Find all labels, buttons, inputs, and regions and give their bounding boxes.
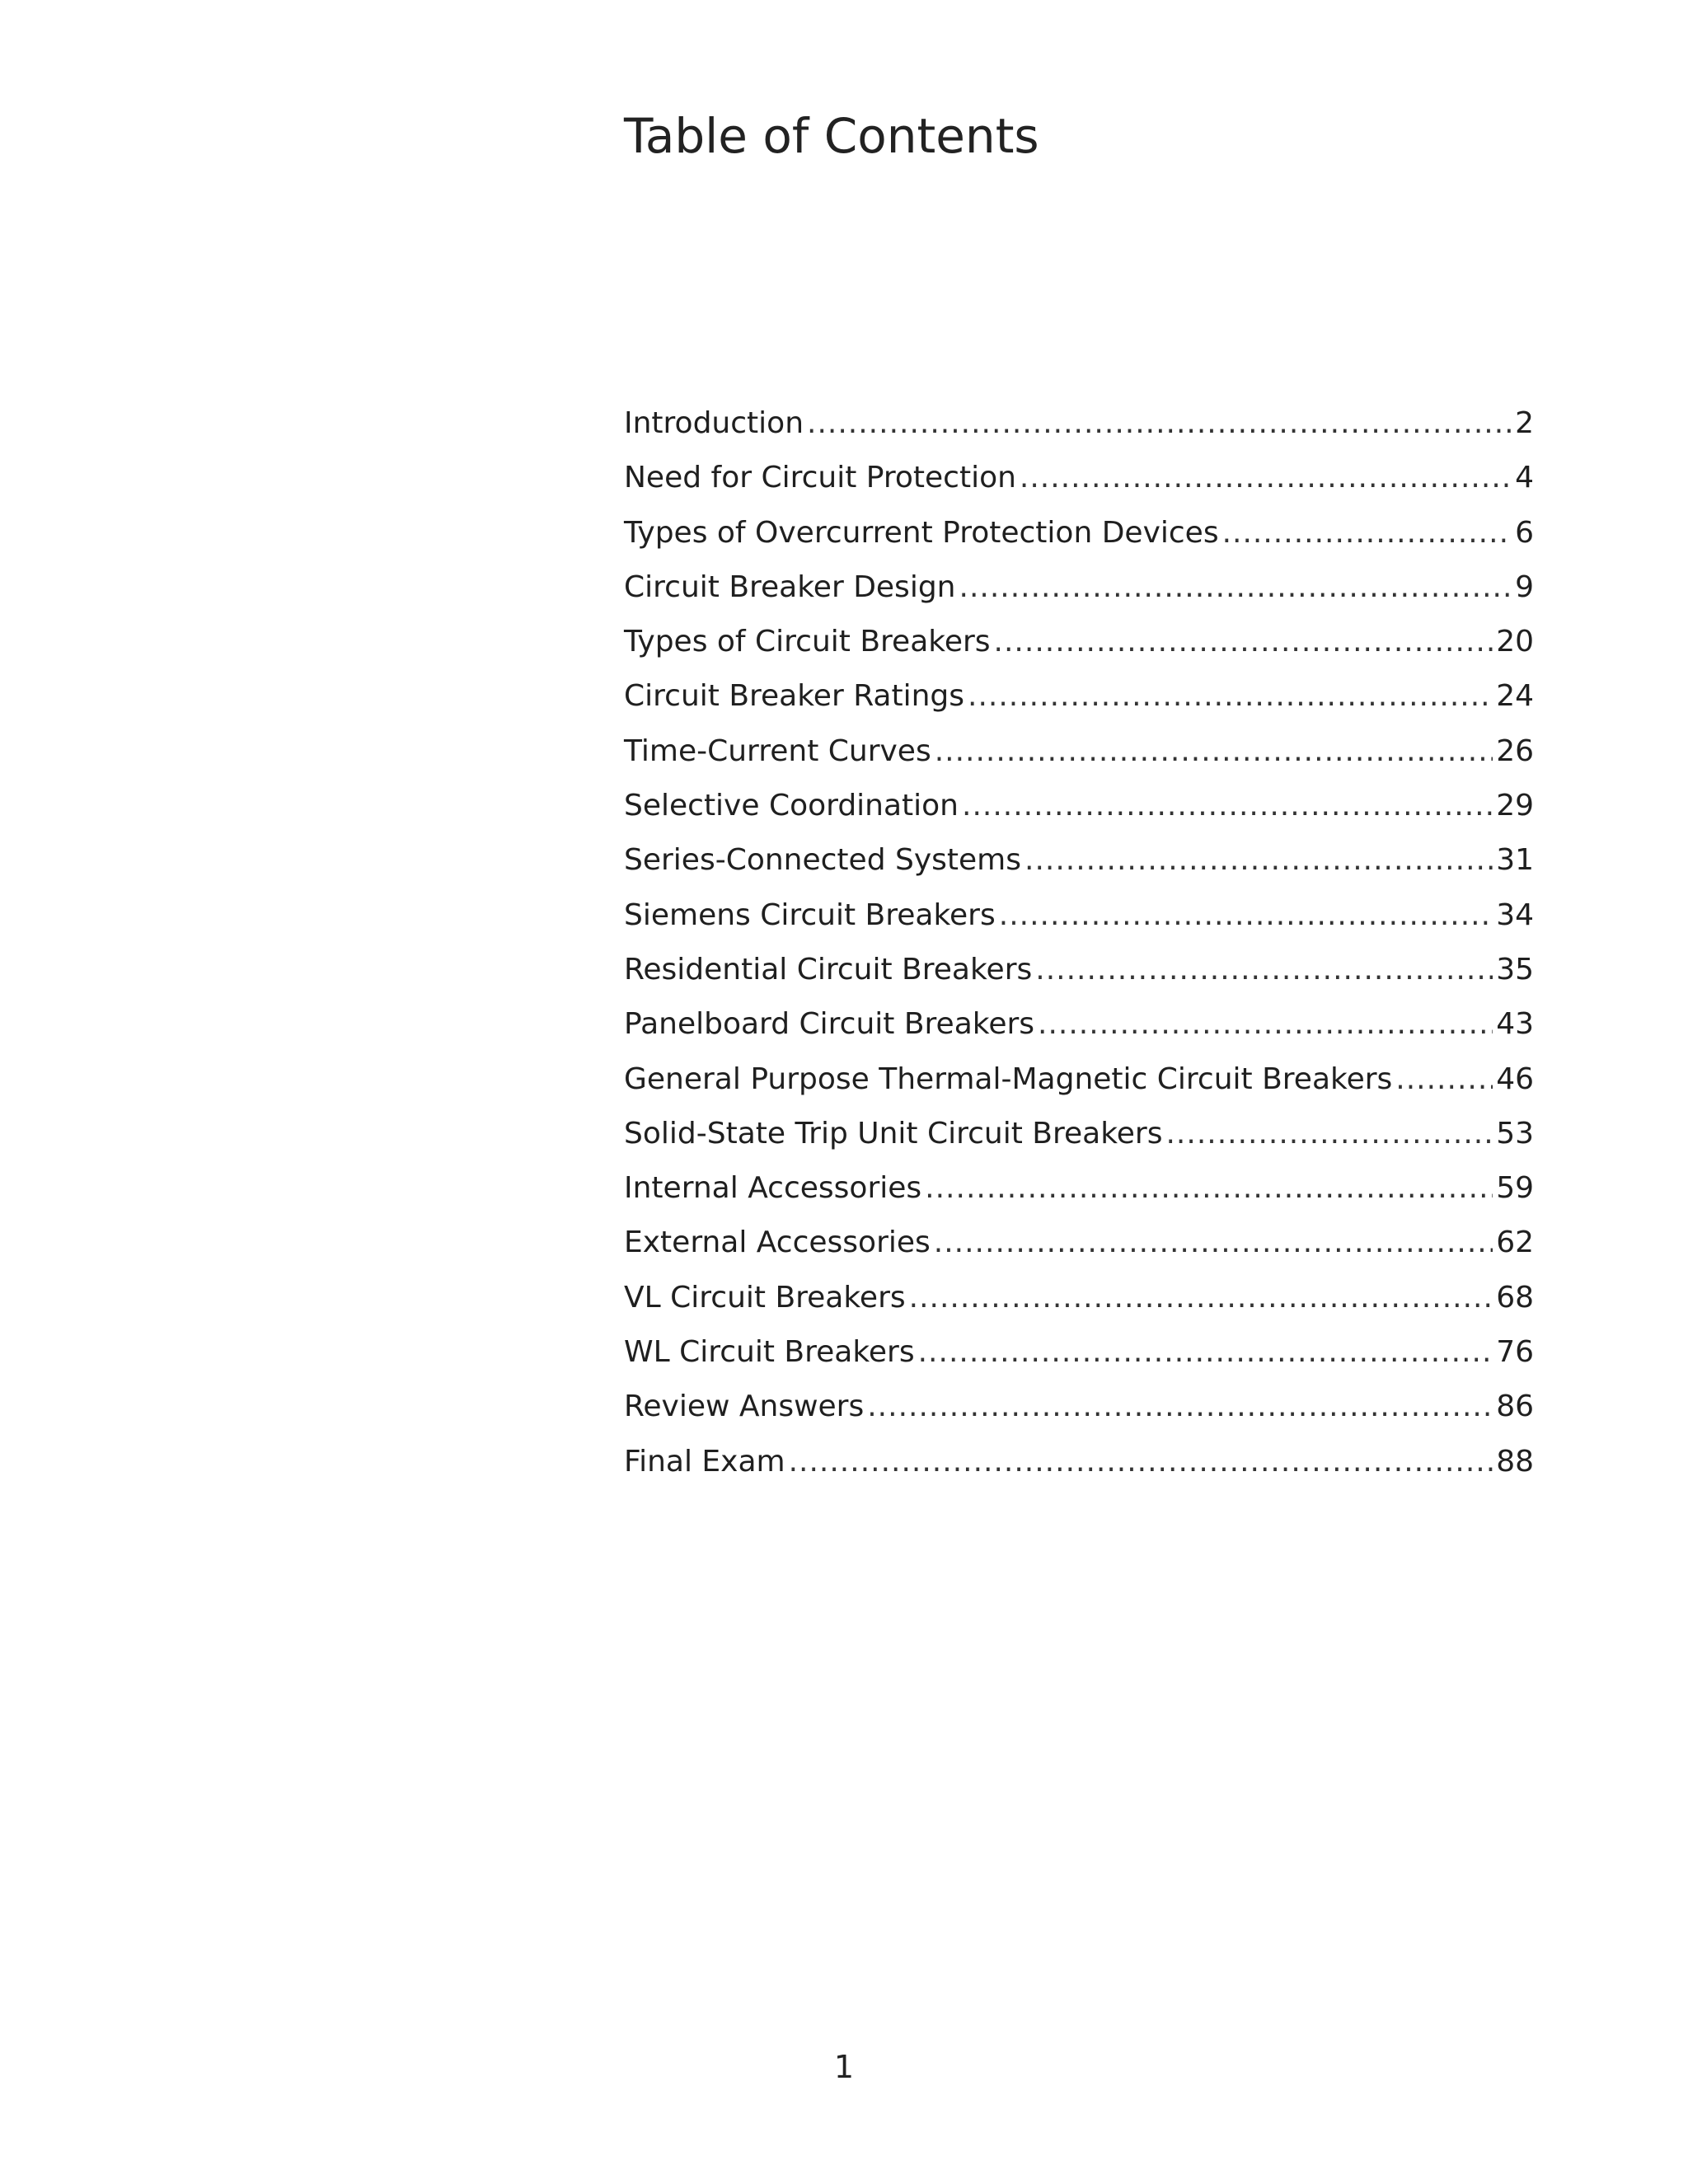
toc-entry-page: 2 xyxy=(1515,406,1534,440)
toc-entry[interactable] xyxy=(624,615,1534,669)
toc-entry-title: Circuit Breaker Design xyxy=(624,569,956,604)
toc-entry[interactable] xyxy=(624,1435,1534,1489)
toc-entry-page: 4 xyxy=(1515,461,1534,495)
toc-entry-title: Introduction xyxy=(624,406,804,440)
toc-entry-page: 76 xyxy=(1496,1335,1534,1370)
toc-entry[interactable] xyxy=(624,560,1534,615)
toc-entry[interactable] xyxy=(624,506,1534,560)
toc-entry-page: 35 xyxy=(1496,952,1534,987)
dot-leader xyxy=(1038,997,1493,1052)
toc-entry[interactable] xyxy=(624,779,1534,833)
dot-leader xyxy=(968,669,1493,724)
dot-leader xyxy=(1165,1107,1493,1161)
toc-entry-page: 24 xyxy=(1496,679,1534,714)
toc-entry[interactable] xyxy=(624,1216,1534,1270)
toc-entry-title: Circuit Breaker Ratings xyxy=(624,679,965,714)
dot-leader xyxy=(935,724,1493,779)
toc-entry[interactable] xyxy=(624,451,1534,505)
toc-entry-title: Types of Circuit Breakers xyxy=(624,625,991,659)
toc-entry-title: WL Circuit Breakers xyxy=(624,1335,915,1370)
toc-entry-page: 86 xyxy=(1496,1390,1534,1424)
toc-entry[interactable] xyxy=(624,724,1534,779)
dot-leader xyxy=(962,779,1493,833)
dot-leader xyxy=(1020,451,1512,505)
toc-entry-title: Review Answers xyxy=(624,1390,865,1424)
toc-entry-page: 34 xyxy=(1496,898,1534,932)
toc-entry-title: VL Circuit Breakers xyxy=(624,1280,906,1315)
toc-entry-page: 53 xyxy=(1496,1116,1534,1151)
dot-leader xyxy=(1025,833,1493,888)
toc-entry-title: Selective Coordination xyxy=(624,789,959,823)
dot-leader xyxy=(1222,506,1512,560)
toc-entry-title: Internal Accessories xyxy=(624,1171,922,1206)
dot-leader xyxy=(925,1161,1493,1216)
toc-entry-title: Time-Current Curves xyxy=(624,733,931,768)
toc-entry[interactable] xyxy=(624,997,1534,1052)
toc-entry[interactable] xyxy=(624,1380,1534,1434)
dot-leader xyxy=(994,615,1493,669)
dot-leader xyxy=(1035,943,1493,997)
toc-entry-page: 68 xyxy=(1496,1280,1534,1315)
toc-entry-title: Final Exam xyxy=(624,1444,785,1479)
toc-entry-page: 29 xyxy=(1496,789,1534,823)
table-of-contents xyxy=(624,396,1534,1489)
toc-entry-title: Residential Circuit Breakers xyxy=(624,952,1033,987)
toc-entry-page: 9 xyxy=(1515,569,1534,604)
dot-leader xyxy=(909,1271,1493,1325)
toc-entry[interactable] xyxy=(624,833,1534,888)
toc-entry-title: Types of Overcurrent Protection Devices xyxy=(624,515,1219,550)
dot-leader xyxy=(959,560,1512,615)
dot-leader xyxy=(1395,1052,1493,1107)
dot-leader xyxy=(999,888,1493,943)
toc-entry-page: 43 xyxy=(1496,1007,1534,1042)
toc-entry[interactable] xyxy=(624,1325,1534,1380)
toc-entry-title: Siemens Circuit Breakers xyxy=(624,898,996,932)
toc-entry-page: 31 xyxy=(1496,843,1534,878)
toc-entry-title: Solid-State Trip Unit Circuit Breakers xyxy=(624,1116,1163,1151)
toc-entry[interactable] xyxy=(624,1107,1534,1161)
toc-entry-page: 46 xyxy=(1496,1062,1534,1096)
toc-entry-page: 20 xyxy=(1496,625,1534,659)
toc-entry[interactable] xyxy=(624,1271,1534,1325)
page-number: 1 xyxy=(833,2049,855,2085)
toc-entry-page: 88 xyxy=(1496,1444,1534,1479)
dot-leader xyxy=(867,1380,1493,1434)
toc-entry-title: Series-Connected Systems xyxy=(624,843,1021,878)
toc-entry[interactable] xyxy=(624,1052,1534,1107)
toc-entry-title: External Accessories xyxy=(624,1226,931,1260)
dot-leader xyxy=(934,1216,1493,1270)
toc-entry-title: Need for Circuit Protection xyxy=(624,461,1016,495)
toc-entry-page: 62 xyxy=(1496,1226,1534,1260)
toc-entry[interactable] xyxy=(624,888,1534,943)
page-title: Table of Contents xyxy=(624,108,1039,164)
dot-leader xyxy=(807,396,1512,451)
toc-entry-page: 6 xyxy=(1515,515,1534,550)
toc-entry[interactable] xyxy=(624,396,1534,451)
dot-leader xyxy=(789,1435,1493,1489)
toc-entry[interactable] xyxy=(624,669,1534,724)
toc-entry-title: Panelboard Circuit Breakers xyxy=(624,1007,1035,1042)
toc-entry-page: 26 xyxy=(1496,733,1534,768)
toc-entry-title: General Purpose Thermal-Magnetic Circuit Breakers xyxy=(624,1062,1393,1096)
dot-leader xyxy=(918,1325,1493,1380)
toc-entry[interactable] xyxy=(624,943,1534,997)
toc-entry[interactable] xyxy=(624,1161,1534,1216)
toc-entry-page: 59 xyxy=(1496,1171,1534,1206)
